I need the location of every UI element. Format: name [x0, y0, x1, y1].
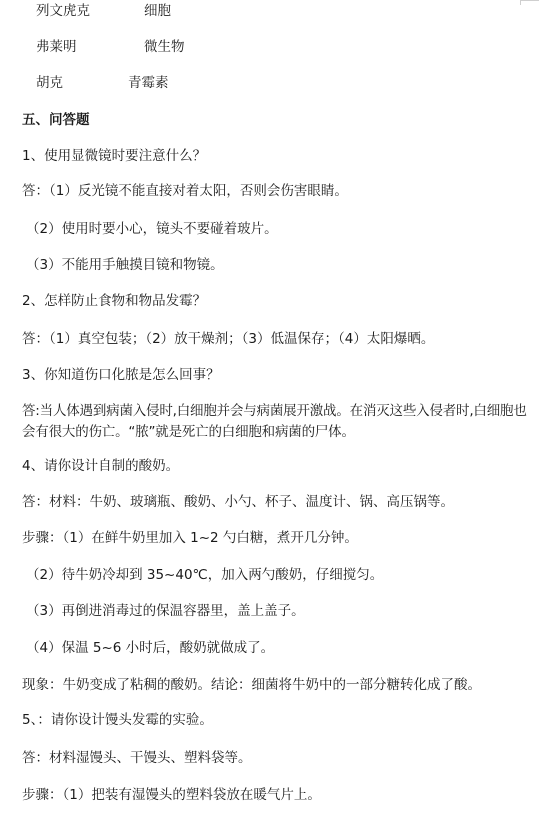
answer-1-line-1: 答：（1）反光镜不能直接对着太阳，否则会伤害眼睛。 — [22, 183, 348, 199]
pair-2-left: 弗莱明 — [36, 39, 77, 55]
question-3: 3、你知道伤口化脓是怎么回事？ — [22, 367, 220, 383]
answer-4-step-3: （3）再倒进消毒过的保温容器里，盖上盖子。 — [26, 603, 305, 619]
pair-1-left: 列文虎克 — [36, 3, 90, 19]
answer-1-line-3: （3）不能用手触摸目镜和物镜。 — [26, 257, 224, 273]
question-4: 4、请你设计自制的酸奶。 — [22, 458, 180, 474]
answer-5-materials: 答：材料湿馒头、干馒头、塑料袋等。 — [22, 750, 252, 766]
pair-2-right: 微生物 — [144, 39, 185, 55]
answer-4-step-4: （4）保温 5~6 小时后，酸奶就做成了。 — [26, 640, 275, 656]
answer-4-result: 现象：牛奶变成了粘稠的酸奶。结论：细菌将牛奶中的一部分糖转化成了酸。 — [22, 677, 481, 693]
answer-5-step-1: 步骤：（1）把装有湿馒头的塑料袋放在暖气片上。 — [22, 787, 321, 803]
answer-4-materials: 答：材料：牛奶、玻璃瓶、酸奶、小勺、杯子、温度计、锅、高压锅等。 — [22, 494, 454, 510]
pair-3-left: 胡克 — [36, 75, 63, 91]
page-corner-mark — [520, 0, 539, 5]
answer-4-step-2: （2）待牛奶冷却到 35~40℃，加入两勺酸奶，仔细搅匀。 — [26, 567, 384, 583]
pair-3-right: 青霉素 — [128, 75, 169, 91]
question-5: 5、：请你设计馒头发霉的实验。 — [22, 712, 213, 728]
question-1: 1、使用显微镜时要注意什么？ — [22, 148, 207, 164]
answer-4-step-1: 步骤：（1）在鲜牛奶里加入 1~2 勺白糖，煮开几分钟。 — [22, 530, 358, 546]
answer-3: 答:当人体遇到病菌入侵时,白细胞并会与病菌展开激战。在消灭这些入侵者时,白细胞也会有很大的伤亡。“脓”就是死亡的白细胞和病菌的尸体。 — [22, 403, 527, 440]
pair-1-right: 细胞 — [144, 3, 171, 19]
section-title: 五、问答题 — [22, 112, 90, 128]
answer-1-line-2: （2）使用时要小心，镜头不要碰着玻片。 — [26, 221, 278, 237]
question-2: 2、怎样防止食物和物品发霉？ — [22, 293, 207, 309]
answer-2: 答：（1）真空包装；（2）放干燥剂；（3）低温保存；（4）太阳爆晒。 — [22, 331, 435, 347]
